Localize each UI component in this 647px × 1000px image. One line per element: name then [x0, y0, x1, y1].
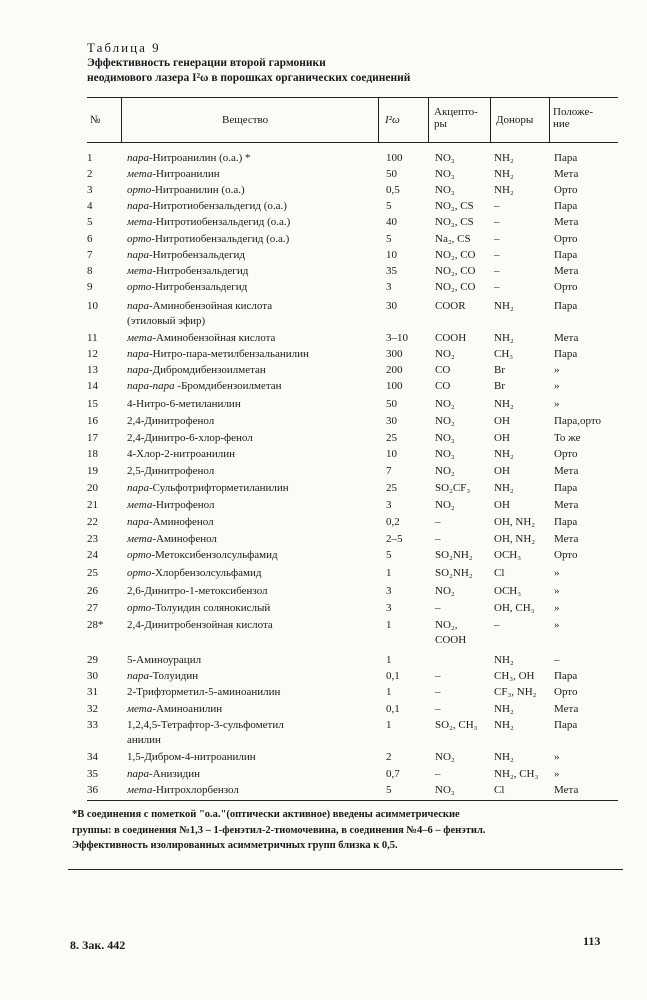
row-number: 6 [87, 233, 93, 245]
row-acceptors: – [435, 703, 441, 715]
row-efficiency: 100 [386, 380, 403, 392]
row-donors: NH₂ [494, 654, 514, 666]
row-efficiency: 200 [386, 364, 403, 376]
row-donors: NH₂ [494, 300, 514, 312]
row-number: 3 [87, 184, 93, 196]
row-acceptors: NO₂ [435, 751, 455, 763]
row-donors: CF₃, NH₂ [494, 686, 537, 698]
row-substance: пара-Нитробензальдегид [127, 249, 245, 261]
row-position: Пара [554, 482, 578, 494]
row-efficiency: 1 [386, 686, 392, 698]
row-efficiency: 1 [386, 654, 392, 666]
table-top-rule [87, 97, 618, 98]
row-donors: CH₃, OH [494, 670, 535, 682]
row-acceptors: COOH [435, 332, 467, 344]
row-acceptors: NO₂ [435, 499, 455, 511]
footnote-line-1: *В соединения с пометкой "о.а."(оптически активное) введены асимметрические [72, 809, 460, 820]
row-efficiency: 0,5 [386, 184, 400, 196]
header-acceptors [434, 106, 478, 130]
row-number: 2 [87, 168, 93, 180]
row-donors: – [494, 619, 500, 631]
row-substance: мета-Аминофенол [127, 533, 217, 545]
row-number: 20 [87, 482, 98, 494]
row-substance: 4-Хлор-2-нитроанилин [127, 448, 236, 460]
row-position: Орто [554, 448, 578, 460]
row-substance: пара-Дибромдибензоилметан [127, 364, 266, 376]
row-number: 5 [87, 216, 93, 228]
row-position: Пара [554, 670, 578, 682]
table-bottom-rule [87, 800, 618, 801]
row-donors: OH, NH₂ [494, 516, 536, 528]
row-efficiency: 25 [386, 432, 397, 444]
row-donors: OH [494, 499, 510, 511]
row-number: 24 [87, 549, 98, 561]
row-position: Пара [554, 719, 578, 731]
row-number: 7 [87, 249, 93, 261]
row-donors: NH₂ [494, 168, 514, 180]
row-substance: 2,4-Динитрофенол [127, 415, 215, 427]
row-acceptors: NO₂ [435, 152, 455, 164]
row-efficiency: 3 [386, 602, 392, 614]
row-substance-continued: (этиловый эфир) [127, 315, 206, 327]
row-efficiency: 3 [386, 585, 392, 597]
row-efficiency: 1 [386, 567, 392, 579]
row-substance-continued: анилин [127, 734, 161, 746]
header-acceptors-line-2: ры [434, 118, 447, 130]
row-donors: NH₂ [494, 398, 514, 410]
row-substance: мета-Нитрохлорбензол [127, 784, 239, 796]
footnote-line-2: группы: в соединения №1,3 – 1-фенэтил-2-тиомочевина, в соединения №4–6 – фенэтил. [72, 824, 486, 836]
row-acceptors: NO₂ [435, 784, 455, 796]
row-acceptors: NO₂, CS [435, 216, 474, 228]
row-efficiency: 0,1 [386, 670, 400, 682]
row-efficiency: 0,2 [386, 516, 400, 528]
print-order-mark: 8. Зак. 442 [70, 938, 126, 952]
row-efficiency: 2 [386, 751, 392, 763]
row-acceptors: NO₂ [435, 168, 455, 180]
row-substance: мета-Нитроанилин [127, 168, 220, 180]
row-number: 14 [87, 380, 98, 392]
row-number: 10 [87, 300, 98, 312]
row-acceptors: NO₂, CO [435, 281, 476, 293]
row-efficiency: 300 [386, 348, 403, 360]
row-number: 22 [87, 516, 98, 528]
row-number: 27 [87, 602, 98, 614]
row-donors: NH₂ [494, 719, 514, 731]
row-donors: OH [494, 415, 510, 427]
row-donors: OH, CH₃ [494, 602, 535, 614]
header-number: № [90, 114, 101, 126]
row-efficiency: 50 [386, 168, 397, 180]
table-title-line-2: неодимового лазера I²ω в порошках органических соединений [87, 71, 411, 84]
row-efficiency: 5 [386, 784, 392, 796]
row-position: » [554, 380, 560, 392]
row-substance: 2,4-Динитро-6-хлор-фенол [127, 432, 253, 444]
row-efficiency: 0,1 [386, 703, 400, 715]
row-efficiency: 1 [386, 619, 392, 631]
row-position: Пара [554, 516, 578, 528]
row-acceptors: – [435, 602, 441, 614]
row-position: Мета [554, 168, 579, 180]
row-donors: OH [494, 465, 510, 477]
row-substance: пара-Аминофенол [127, 516, 214, 528]
row-substance: 1,5-Дибром-4-нитроанилин [127, 751, 256, 763]
header-divider [121, 98, 122, 142]
row-number: 4 [87, 200, 93, 212]
row-acceptors: SO₂NH₂ [435, 567, 473, 579]
row-acceptors: – [435, 533, 441, 545]
row-number: 18 [87, 448, 98, 460]
row-number: 23 [87, 533, 98, 545]
row-donors: OH [494, 432, 510, 444]
row-acceptors: – [435, 768, 441, 780]
row-substance: 2,6-Динитро-1-метоксибензол [127, 585, 268, 597]
row-number: 29 [87, 654, 98, 666]
row-substance: пара-Сульфотрифторметиланилин [127, 482, 289, 494]
row-donors: NH₂ [494, 703, 514, 715]
table-title-line-1: Эффективность генерации второй гармоники [87, 57, 326, 69]
row-substance: мета-Аминобензойная кислота [127, 332, 276, 344]
row-number: 17 [87, 432, 98, 444]
row-efficiency: 0,7 [386, 768, 400, 780]
row-acceptors: CO [435, 364, 451, 376]
row-substance: пара-Нитроанилин (о.а.) * [127, 152, 251, 164]
row-number: 31 [87, 686, 98, 698]
row-position: Мета [554, 465, 579, 477]
row-number: 1 [87, 152, 93, 164]
row-acceptors: SO₂, CH₃ [435, 719, 478, 731]
row-acceptors: NO₂ [435, 585, 455, 597]
row-position: Пара [554, 152, 578, 164]
row-number: 9 [87, 281, 93, 293]
row-efficiency: 10 [386, 249, 397, 261]
row-substance: орто-Хлорбензолсульфамид [127, 567, 262, 579]
row-substance: орто-Нитробензальдегид [127, 281, 248, 293]
row-substance: пара-Анизидин [127, 768, 200, 780]
row-position: » [554, 585, 560, 597]
row-number: 36 [87, 784, 98, 796]
row-donors: OH, NH₂ [494, 533, 536, 545]
row-acceptors: – [435, 686, 441, 698]
row-acceptors: NO₂ [435, 398, 455, 410]
row-acceptors: – [435, 516, 441, 528]
row-acceptors: NO₂ [435, 465, 455, 477]
row-efficiency: 25 [386, 482, 397, 494]
row-efficiency: 3 [386, 281, 392, 293]
row-acceptors: COOR [435, 300, 466, 312]
header-efficiency: I²ω [385, 114, 400, 126]
row-donors: CH₃ [494, 348, 514, 360]
footnote [72, 807, 622, 854]
row-efficiency: 3–10 [386, 332, 408, 344]
row-efficiency: 30 [386, 415, 397, 427]
row-substance: пара-Нитротиобензальдегид (о.а.) [127, 200, 287, 212]
row-efficiency: 1 [386, 719, 392, 731]
row-number: 21 [87, 499, 98, 511]
row-position: » [554, 619, 560, 631]
row-position: То же [554, 432, 581, 444]
row-substance: орто-Толуидин солянокислый [127, 602, 271, 614]
row-position: Орто [554, 281, 578, 293]
header-donors: Доноры [496, 114, 534, 126]
row-acceptors: NO₂, [435, 619, 458, 631]
row-substance: орто-Нитротиобензальдегид (о.а.) [127, 233, 290, 245]
row-substance: пара-Нитро-пара-метилбензальанилин [127, 348, 309, 360]
row-position: Мета [554, 265, 579, 277]
row-donors: NH₂, CH₃ [494, 768, 539, 780]
row-position: » [554, 398, 560, 410]
row-number: 8 [87, 265, 93, 277]
row-donors: Br [494, 380, 505, 392]
row-acceptors: NO₂, CS [435, 200, 474, 212]
row-efficiency: 7 [386, 465, 392, 477]
row-position: Орто [554, 549, 578, 561]
row-position: » [554, 602, 560, 614]
row-position: Орто [554, 233, 578, 245]
row-substance: орто-Нитроанилин (о.а.) [127, 184, 245, 196]
row-efficiency: 5 [386, 200, 392, 212]
row-donors: NH₂ [494, 184, 514, 196]
row-substance: пара-Толуидин [127, 670, 199, 682]
row-substance: 2,5-Динитрофенол [127, 465, 215, 477]
row-substance: 5-Аминоурацил [127, 654, 202, 666]
row-substance: 1,2,4,5-Тетрафтор-3-сульфометил [127, 719, 284, 731]
row-efficiency: 35 [386, 265, 397, 277]
row-number: 11 [87, 332, 98, 344]
row-efficiency: 100 [386, 152, 403, 164]
row-position: Пара [554, 300, 578, 312]
header-position-line-2: ние [553, 118, 570, 130]
row-number: 32 [87, 703, 98, 715]
row-donors: Cl [494, 784, 505, 796]
row-efficiency: 50 [386, 398, 397, 410]
header-divider [549, 98, 550, 142]
row-donors: – [494, 216, 500, 228]
row-donors: OCH₃ [494, 549, 522, 561]
row-donors: Br [494, 364, 505, 376]
header-divider [490, 98, 491, 142]
row-position: Мета [554, 703, 579, 715]
row-donors: – [494, 233, 500, 245]
row-donors: OCH₃ [494, 585, 522, 597]
table-title [87, 56, 410, 85]
row-number: 19 [87, 465, 98, 477]
row-number: 35 [87, 768, 98, 780]
page-number: 113 [583, 934, 601, 948]
row-donors: NH₂ [494, 448, 514, 460]
row-efficiency: 40 [386, 216, 397, 228]
row-position: Мета [554, 216, 579, 228]
row-position: Мета [554, 784, 579, 796]
row-acceptors: SO₂NH₂ [435, 549, 473, 561]
footnote-line-3: Эффективность изолированных асимметричных групп близка к 0,5. [72, 840, 398, 851]
row-acceptors: NO₂ [435, 448, 455, 460]
row-position: – [554, 654, 560, 666]
row-donors: – [494, 281, 500, 293]
row-efficiency: 30 [386, 300, 397, 312]
row-number: 25 [87, 567, 98, 579]
row-efficiency: 3 [386, 499, 392, 511]
row-acceptors: SO₂CF₃ [435, 482, 471, 494]
row-donors: – [494, 200, 500, 212]
row-donors: Cl [494, 567, 505, 579]
row-number: 12 [87, 348, 98, 360]
row-position: » [554, 364, 560, 376]
row-donors: NH₂ [494, 482, 514, 494]
row-position: » [554, 768, 560, 780]
row-substance: 4-Нитро-6-метиланилин [127, 398, 241, 410]
header-position-line-1: Положе- [553, 106, 594, 118]
header-acceptors-line-1: Акцепто- [434, 106, 478, 118]
row-position: Мета [554, 499, 579, 511]
row-position: Мета [554, 533, 579, 545]
row-substance: пара-Аминобензойная кислота [127, 300, 273, 312]
footnote-rule [68, 869, 623, 870]
row-donors: – [494, 249, 500, 261]
row-donors: NH₂ [494, 751, 514, 763]
table-header-rule [87, 142, 618, 143]
row-substance: 2,4-Динитробензойная кислота [127, 619, 273, 631]
row-substance: орто-Метоксибензолсульфамид [127, 549, 278, 561]
row-number: 13 [87, 364, 98, 376]
row-position: Орто [554, 184, 578, 196]
row-position: Пара [554, 200, 578, 212]
row-acceptors: – [435, 670, 441, 682]
header-divider [378, 98, 379, 142]
row-position: » [554, 567, 560, 579]
row-acceptors-continued: COOH [435, 634, 467, 646]
row-substance: мета-Нитрофенол [127, 499, 215, 511]
row-acceptors: NO₂ [435, 184, 455, 196]
row-substance: 2-Трифторметил-5-аминоанилин [127, 686, 281, 698]
row-number: 15 [87, 398, 98, 410]
row-substance: мета-Нитротиобензальдегид (о.а.) [127, 216, 291, 228]
row-substance: мета-Аминоанилин [127, 703, 223, 715]
row-acceptors: NO₂, CO [435, 249, 476, 261]
row-position: Пара [554, 348, 578, 360]
row-number: 16 [87, 415, 98, 427]
row-acceptors: CO [435, 380, 451, 392]
row-substance: пара-пара -Бромдибензоилметан [127, 380, 282, 392]
row-acceptors: NO₂, CO [435, 265, 476, 277]
row-number: 34 [87, 751, 98, 763]
row-acceptors: NO₂ [435, 348, 455, 360]
row-efficiency: 2–5 [386, 533, 403, 545]
row-number: 28* [87, 619, 104, 631]
row-acceptors: Na₂, CS [435, 233, 471, 245]
row-efficiency: 10 [386, 448, 397, 460]
row-efficiency: 5 [386, 233, 392, 245]
row-position: Орто [554, 686, 578, 698]
row-position: » [554, 751, 560, 763]
table-label: Таблица 9 [87, 40, 161, 55]
row-position: Пара [554, 249, 578, 261]
row-substance: мета-Нитробензальдегид [127, 265, 249, 277]
row-position: Пара,орто [554, 415, 601, 427]
header-substance: Вещество [222, 114, 269, 126]
row-acceptors: NO₂ [435, 415, 455, 427]
row-efficiency: 5 [386, 549, 392, 561]
row-number: 30 [87, 670, 98, 682]
row-position: Мета [554, 332, 579, 344]
header-position [553, 106, 593, 130]
row-number: 33 [87, 719, 98, 731]
row-donors: NH₂ [494, 332, 514, 344]
row-number: 26 [87, 585, 98, 597]
row-donors: – [494, 265, 500, 277]
header-divider [428, 98, 429, 142]
row-acceptors: NO₂ [435, 432, 455, 444]
row-donors: NH₂ [494, 152, 514, 164]
